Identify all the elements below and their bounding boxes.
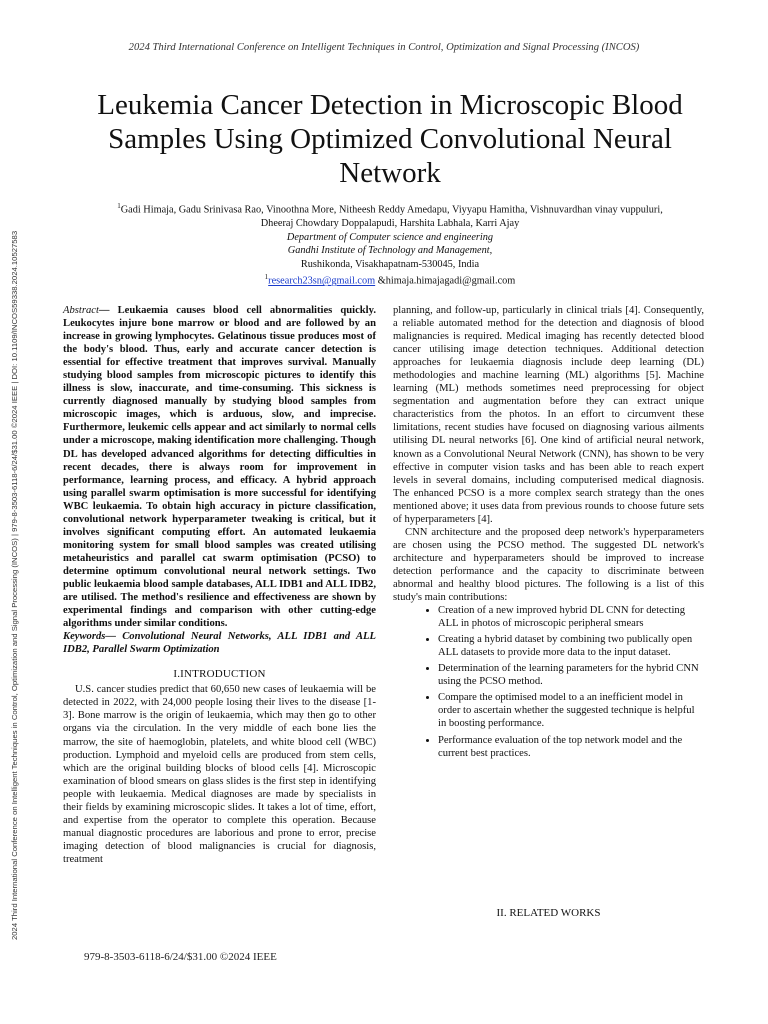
- contribution-item: • Determination of the learning parameters for the hybrid CNN using the PCSO method.: [438, 662, 704, 688]
- section-heading-introduction: I.INTRODUCTION: [173, 668, 266, 681]
- author-names-1: Gadi Himaja, Gadu Srinivasa Rao, Vinoothna More, Nitheesh Reddy Amedapu, Viyyapu Hamitha, Vishnuvardhan vinay vuppuluri,: [120, 204, 663, 216]
- email-rest: &himaja.himajagadi@gmail.com: [375, 275, 516, 287]
- paper-title: Leukemia Cancer Detection in Microscopic Blood Samples Using Optimized Convolutional Neural Network: [97, 89, 683, 189]
- keywords-dash: —: [105, 631, 123, 643]
- email-link[interactable]: research23sn@gmail.com: [268, 275, 376, 287]
- abstract-dash: —: [98, 305, 118, 316]
- contribution-item: • Performance evaluation of the top network model and the current best practices.: [438, 734, 704, 760]
- email-affil-mark: 1: [264, 273, 269, 282]
- left-column: [63, 304, 376, 866]
- side-identifier: 2024 Third International Conference on Intelligent Techniques in Control, Optimization and Signal Processing (INCOS) | 979-8-3503-6118-6/24/$31.00 ©2024 IEEE | DOI: 10.1109/INCOS59338.2024.10527583: [10, 230, 19, 940]
- section-heading-related-works: II. RELATED WORKS: [496, 907, 601, 919]
- contribution-item: • Creating a hybrid dataset by combining two publically open ALL datasets to provide more data to the input dataset.: [438, 633, 704, 659]
- right-paragraph-2: CNN architecture and the proposed deep network's hyperparameters are chosen using the PCSO method. The suggested DL network's architecture and hyperparameters should be improved to increase detection performance and the capacity to discriminate between abnormal and healthy blood pictures. The following is a list of this study's main contributions:: [393, 526, 704, 604]
- keywords-text: Convolutional Neural Networks, ALL IDB1 and ALL IDB2, Parallel Swarm Optimization: [63, 631, 376, 656]
- keywords-heading: Keywords: [63, 631, 106, 643]
- institute: Gandhi Institute of Technology and Management,: [287, 245, 493, 257]
- right-column: [393, 304, 704, 763]
- contributions-list: [393, 604, 704, 760]
- intro-paragraph: U.S. cancer studies predict that 60,650 new cases of leukaemia will be detected in 2022, with 24,000 people losing their lives to the disease [1-3]. Bone marrow is the origin of leukaemia, which may then go to other organs via the circulation. In the very middle of each bone lies the marrow, the site of haemoglobin, platelets, and white blood cell (WBC) production. Lymphoid and myeloid cells are produced from stem cells, which are the original building blocks of blood cells [4]. Microscopic examination of blood smears on glass slides is the first step in identifying people with leukaemia. Medical diagnoses are made by specialists in their fields by examining microscopic slides. It takes a lot of time, effort, and expertise from the operator to complete this operation. Because manual diagnostic procedures are laborious and prone to error, precise imaging detection of blood malignancies is crucial for diagnosis, treatment: [63, 684, 376, 865]
- abstract-heading: Abstract: [63, 305, 99, 316]
- abstract: [63, 304, 376, 630]
- department: Department of Computer science and engineering: [286, 231, 494, 243]
- conference-header: 2024 Third International Conference on Intelligent Techniques in Control, Optimization and Signal Processing (INCOS): [128, 42, 640, 53]
- contribution-item: • Compare the optimised model to a an inefficient model in order to ascertain whether the suggested technique is helpful in boosting performance.: [438, 691, 704, 730]
- author-line-1: [60, 200, 720, 217]
- author-line-2: Dheeraj Chowdary Doppalapudi, Harshita Labhala, Karri Ajay: [260, 218, 520, 230]
- abstract-text: Leukaemia causes blood cell abnormalities quickly. Leukocytes injure bone marrow or blood and are followed by an increase in growing lymphocytes. Gelatinous tissue produces most of the body's blood. Thus, early and accurate cancer detection is essential for effective treatment that improves survival. Manually studying blood samples from microscopic pictures to identify this illness is slow, inaccurate, and time-consuming. This sickness is currently diagnosed manually by studying blood samples from microscopic images, which is arduous, slow, and imprecise. Furthermore, leukemic cells appear and act similarly to normal cells under a microscope, making identification more challenging. Though DL has developed advanced algorithms for detecting difficulties in recent decades, there is always room for improvement in performance, learning process, and efficacy. A hybrid approach using parallel swarm optimisation is more successful for identifying WBC leukaemia. To obtain high accuracy in picture classification, convolutional network hyperparameter tweaking is critical, but it involves significant computing effort. An automated leukaemia monitoring system for small blood samples was created utilising metaheuristics and parallel cat swarm optimisation (PCSO) to determine optimum convolutional neural network settings. Two public leukaemia blood sample databases, ALL IDB1 and ALL IDB2, are utilised. The method's resilience and effectiveness are shown by experimental findings and comparison with other cutting-edge algorithms under similar conditions.: [63, 305, 376, 630]
- email-line: [60, 271, 720, 288]
- right-paragraph-1: planning, and follow-up, particularly in clinical trials [4]. Consequently, a reliable automated method for the detection and diagnosis of blood malignancies is required. Medical imaging has recently detected blood cancer utilising image detection techniques. Additional detection approaches for leukaemia diagnosis include deep learning (DL) methodologies and machine learning (ML) algorithms [5]. Machine learning (ML) methods sometimes need preprocessing for object segmentation and augmentation before they can extract unique characteristics from the photos. In an effort to circumvent these limitations, recent studies have focused on diagnosing various ailments utilising DL neural networks [6]. One kind of artificial neural network, known as a Convolutional Neural Network (CNN), has shown to be very effective in computer vision tasks and has been able to reach expert levels in several domains, including computerised medical diagnosis. The enhanced PCSO is a more complex search strategy than the ones mentioned above; it uses data from previous rounds to choose future sets of hyperparameters [4].: [393, 305, 704, 525]
- location: Rushikonda, Visakhapatnam-530045, India: [300, 258, 480, 270]
- author-block: [60, 200, 720, 288]
- footer-isbn: 979-8-3503-6118-6/24/$31.00 ©2024 IEEE: [84, 951, 277, 963]
- author-affil-mark: 1: [117, 202, 121, 210]
- keywords: [63, 630, 376, 656]
- contribution-item: • Creation of a new improved hybrid DL CNN for detecting ALL in photos of microscopic peripheral smears: [438, 604, 704, 630]
